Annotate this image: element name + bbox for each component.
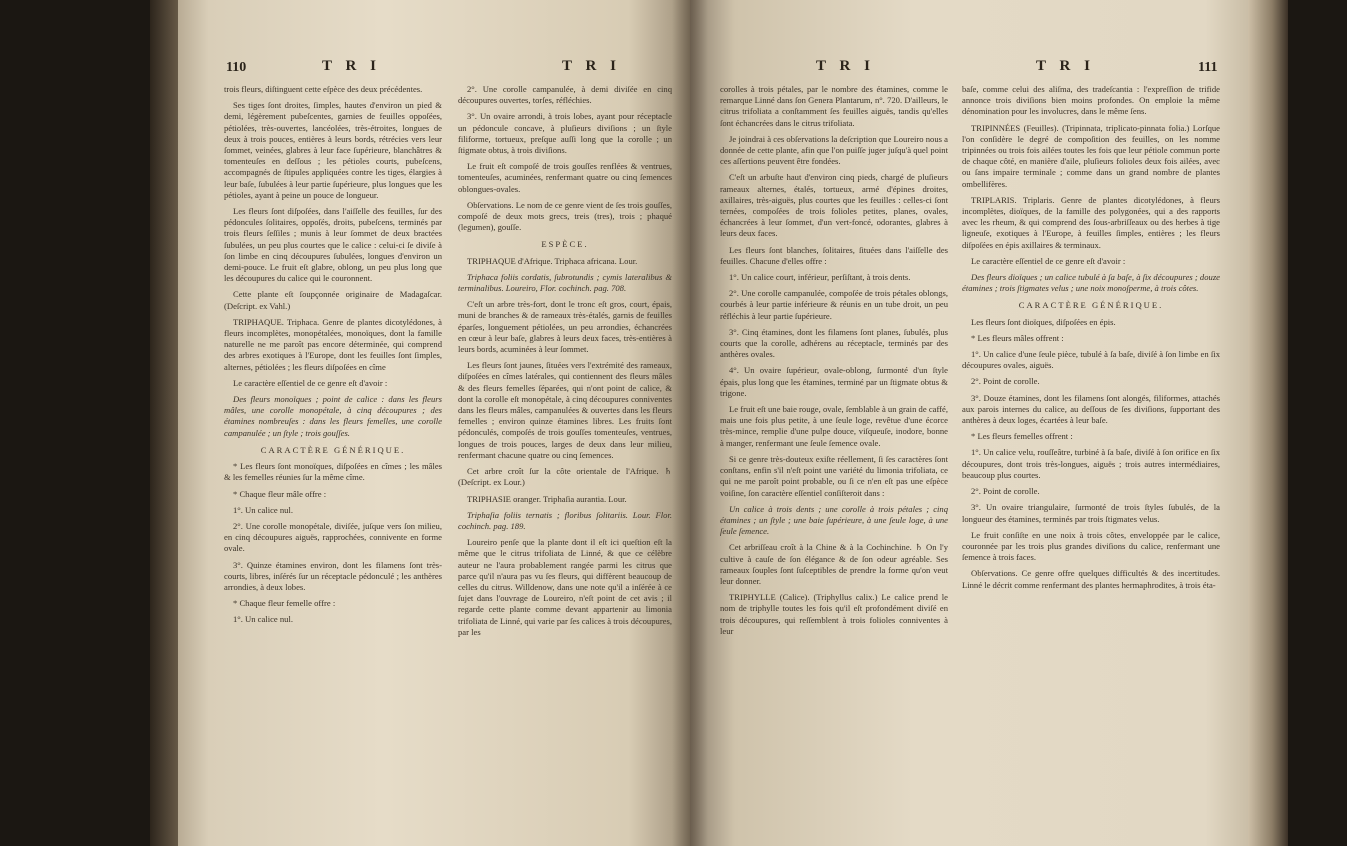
paragraph: 2°. Une corolle monopétale, diviſée, juſque vers ſon milieu, en cinq découpures aiguës, rapprochées, connivente en forme ovale.: [224, 520, 442, 554]
essential-character: Des fleurs dioïques ; un calice tubulé à ſa baſe, à ſix découpures ; douze étamines ; trois ſtigmates velus ; une noix monoſperme, à trois côtes.: [962, 272, 1220, 294]
right-page-column-1: [720, 84, 948, 642]
entry-triphaque: TRIPHAQUE. Triphaca. Genre de plantes dicotylédones, à fleurs incomplètes, monopétalées, monoïques, dont la famille naturelle ne me paroît pas encore déterminée, qui comprend des arbres exotiques à l'Europe, dont les feuilles ſont ſimples, alternes, pétiolées ; les fleurs diſpoſées en cîme: [224, 316, 442, 372]
paragraph: * Chaque fleur mâle offre :: [233, 488, 327, 499]
right-page-column-2: [962, 84, 1220, 596]
species-diagnosis: Triphaca foliis cordatis, ſubrotundis ; cymis lateralibus & terminalibus. Loureiro, Flor. cochinch. pag. 708.: [458, 271, 672, 294]
paragraph: 1°. Un calice nul.: [233, 504, 293, 515]
left-page-column-2: [458, 84, 672, 643]
section-heading: CARACTÈRE GÉNÉRIQUE.: [260, 444, 406, 455]
essential-character: Un calice à trois dents ; une corolle à trois pétales ; cinq étamines ; un ſtyle ; une baie ſupérieure, à une ſeule loge, à une ſeule ſemence.: [720, 503, 948, 537]
paragraph: * Les fleurs femelles offrent :: [971, 431, 1073, 442]
paragraph: Si ce genre très-douteux exiſte réellement, ſi ſes caractères ſont conſtans, enfin s'il n'eſt point une variété du limonia trifoliata, ce qui ne me paroît point probable, ou ſi ce n'en eſt pas une eſpèce voiſine, ſon caractère eſſentiel conſiſteroit dans :: [720, 453, 948, 498]
paragraph: Je joindrai à ces obſervations la deſcription que Loureiro nous a donnée de cette plante, afin que l'on puiſſe juger juſqu'à quel point ces aſſertions peuvent être fondées.: [720, 133, 948, 167]
paragraph: 2°. Une corolle campanulée, à demi diviſée en cinq découpures ouvertes, torſes, réfléchies.: [458, 84, 672, 106]
paragraph: Ses tiges ſont droites, ſimples, hautes d'environ un pied & demi, légèrement pubeſcentes, garnies de feuilles oppoſées, pétiolées, très-ouvertes, lancéolées, très-étroites, longues de deux à trois pouces, entières à leurs bords, rétrécies vers leur ſommet, veinées, glabres à leur face ſupérieure, blanchâtres & tomenteuſes en deſſous ; les pétioles courts, pubeſcens, accompagnés de ſtipules appliquées contre les tiges, élargies à leur baſe, ſubulées à leur partie ſupérieure, plus longues que les pétioles, ayant à peine un pouce de longueur.: [224, 100, 442, 200]
paragraph: 4°. Un ovaire ſupérieur, ovale-oblong, ſurmonté d'un ſtyle épais, plus long que les étamines, terminé par un ſtigmate obtus & trigone.: [720, 365, 948, 398]
entry-triplaris: TRIPLARIS. Triplaris. Genre de plantes dicotylédones, à fleurs incomplètes, dioïques, de la famille des polygonées, qui a des rapports avec les rheum, & qui comprend des ſous-arbriſſeaux ou des herbes à tige ligneuſe, exotiques à l'Europe, à feuilles ſimples, entières ; les fleurs diſpoſées en épis axillaires & terminaux.: [962, 194, 1220, 250]
paragraph: 3°. Un ovaire arrondi, à trois lobes, ayant pour réceptacle un pédoncule concave, à pluſieurs diviſions ; un ſtyle filiforme, tortueux, preſque auſſi long que la corolle ; un ſtigmate obtus, à trois diviſions.: [458, 111, 672, 156]
paragraph: 1°. Un calice court, inférieur, perſiſtant, à trois dents.: [729, 272, 911, 283]
entry-tripinnees: TRIPINNÉES (Feuilles). (Tripinnata, triplicato-pinnata folia.) Lorſque l'on conſidère le degré de compoſition des feuilles, on les nomme tripinnées ou trois fois ailées toutes les fois que leur pétiole commun porte de chaque côté, en manière d'aile, pluſieurs folioles deux fois ailées, avec ou ſans impaire terminale ; comme dans un grand nombre de plantes ombellifères.: [962, 122, 1220, 189]
page-number-left: 110: [226, 60, 247, 75]
paragraph: 2°. Point de corolle.: [971, 486, 1040, 497]
paragraph: Le fruit eſt compoſé de trois gouſſes renflées & ventrues, tomenteuſes, acuminées, renfermant quatre ou cinq ſemences oblongues-ovales.: [458, 161, 672, 194]
running-head-left-b: T R I: [562, 58, 621, 74]
book-edge-right: [1248, 0, 1288, 846]
species-diagnosis: Triphaſia foliis ternatis ; floribus ſolitariis. Lour. Flor. cochinch. pag. 189.: [458, 509, 672, 531]
paragraph: C'eſt un arbre très-fort, dont le tronc eſt gros, court, épais, muni de branches & de rameaux très-étalés, garnis de feuilles éparſes, longuement pétiolées, un peu arrondies, échancrées en cœur à leur baſe, glabres à leurs deux faces, très-entières à leurs bords, acuminées à leur ſommet.: [458, 299, 672, 355]
paragraph: Le fruit eſt une baie rouge, ovale, ſemblable à un grain de caffé, mais une fois plus petite, à une ſeule loge, revêtue d'une écorce très-mince, remplie d'une pulpe douce, viſqueuſe, inodore, bonne à manger, renfermant une ſeule ſemence ovale.: [720, 404, 948, 448]
book-gutter: [672, 0, 708, 846]
right-page: [690, 0, 1250, 846]
paragraph: Obſervations. Le nom de ce genre vient de ſes trois gouſſes, compoſé de deux mots grecs, treis (tres), trois ; phaqué (legumen), gouſſe.: [458, 199, 672, 233]
paragraph: Les fleurs ſont blanches, ſolitaires, ſituées dans l'aiſſelle des feuilles. Chacune d'elles offre :: [720, 244, 948, 266]
book-edge-left: [150, 0, 180, 846]
paragraph: Les fleurs ſont diſpoſées, dans l'aiſſelle des feuilles, ſur des pédoncules ſolitaires, oppoſés, droits, pubeſcens, terminés par trois fleurs ſeſſiles ; munis à leur ſommet de deux bractées ſubulées, un peu plus courtes que le calice : celui-ci ſe diviſe à ſon limbe en cinq découpures ſubulées, longues d'environ un demi-pouce. Le fruit eſt glabre, oblong, un peu plus long que les découpures du calice qui le couronnent.: [224, 206, 442, 284]
paragraph: trois fleurs, diſtinguent cette eſpèce des deux précédentes.: [224, 84, 423, 94]
section-heading: ESPÈCE.: [541, 239, 589, 250]
running-head-left-a: T R I: [322, 58, 381, 74]
paragraph: Les fleurs ſont jaunes, ſituées vers l'extrémité des rameaux, diſpoſées en cîmes latérales, qui contiennent des fleurs mâles & des fleurs femelles ſéparées, qui n'ont point de calice, & dont la corolle eſt monopétale, à cinq découpures conniventes dans les fleurs mâles, campanulées & ouvertes dans les fleurs femelles ; environ quinze étamines libres. Les fruits ſont pédonculés, compoſés de trois gouſſes tomenteuſes, ventrues, longues de trois pouces, larges de deux dans leur milieu, renfermant chacune quatre ou cinq ſemences.: [458, 360, 672, 460]
paragraph: 1°. Un calice velu, rouſſeâtre, turbiné à ſa baſe, diviſé à ſon orifice en ſix découpures, dont trois très-longues, aiguës ; trois autres intermédiaires, beaucoup plus courtes.: [962, 447, 1220, 480]
paragraph: Le fruit conſiſte en une noix à trois côtes, enveloppée par le calice, couronnée par les trois plus grandes diviſions du calice, renfermant une ſemence à trois faces.: [962, 529, 1220, 563]
paragraph: 2°. Point de corolle.: [971, 376, 1040, 387]
entry-triphylle: TRIPHYLLE (Calice). (Triphyllus calix.) Le calice prend le nom de triphylle toutes les fois qu'il eſt profondément diviſé en trois découpures, qui reſſemblent à trois folioles conniventes à leur: [720, 592, 948, 636]
species-title: TRIPHAQUE d'Afrique. Triphaca africana. Lour.: [467, 255, 638, 266]
paragraph: corolles à trois pétales, par le nombre des étamines, comme le remarque Linné dans ſon Genera Plantarum, n°. 720. D'ailleurs, le citrus trifoliata a conſtamment ſes feuilles aiguës, tandis qu'elles ſont échancrées dans le citrus trifoliata.: [720, 84, 948, 128]
paragraph: 3°. Cinq étamines, dont les filamens ſont planes, ſubulés, plus courts que la corolle, adhérens au réceptacle, terminés par des anthères ovales.: [720, 326, 948, 360]
left-page-column-1: [224, 84, 442, 631]
paragraph: Le caractère eſſentiel de ce genre eſt d'avoir :: [233, 377, 388, 388]
paragraph: 1°. Un calice d'une ſeule pièce, tubulé à ſa baſe, diviſé à ſon limbe en ſix découpures ovales, aiguës.: [962, 349, 1220, 371]
running-head-right-a: T R I: [816, 58, 875, 74]
paragraph: Obſervations. Ce genre offre quelques difficultés & des incertitudes. Linné le décrit comme renfermant des plantes hermaphrodites, à trois éta-: [962, 568, 1220, 590]
paragraph: Loureiro penſe que la plante dont il eſt ici queſtion eſt la même que le citrus trifoliata de Linné, & que ce célèbre auteur ne l'aura probablement rangée parmi les citrus que parce qu'il n'aura pas vu ſes fleurs, qui diffèrent beaucoup de celles du citrus. Willdenow, dans une note qu'il a inſérée à ce ſujet dans l'ouvrage de Loureiro, n'eſt point de cet avis ; il regarde cette plante comme devant appartenir au limonia trifoliata de Linné, qui varie par ſes calices à trois découpures, par les: [458, 537, 672, 637]
section-heading: CARACTÈRE GÉNÉRIQUE.: [1018, 300, 1164, 311]
paragraph: Cet arbriſſeau croît à la Chine & à la Cochinchine. ♄ On l'y cultive à cauſe de ſon élégance & de ſon odeur agréable. Ses rameaux ſouples ſont ſuſceptibles de prendre la forme qu'on veut leur donner.: [720, 542, 948, 586]
running-head-right-b: T R I: [1036, 58, 1095, 74]
page-number-right: 111: [1198, 60, 1218, 75]
paragraph: Le caractère eſſentiel de ce genre eſt d'avoir :: [971, 255, 1126, 266]
paragraph: 2°. Une corolle campanulée, compoſée de trois pétales oblongs, courbés à leur partie inférieure & réunis en un tube droit, un peu réfléchis à leur partie ſupérieure.: [720, 288, 948, 321]
paragraph: 3°. Douze étamines, dont les filamens ſont alongés, filiformes, attachés aux parois internes du calice, au deſſous de ſes diviſions, ſupportant des anthères à deux loges, écartées à leur baſe.: [962, 392, 1220, 426]
paragraph: Les fleurs ſont dioïques, diſpoſées en épis.: [971, 316, 1116, 327]
paragraph: Cet arbre croît ſur la côte orientale de l'Afrique. ♄ (Deſcript. ex Lour.): [458, 466, 672, 488]
paragraph: 3°. Quinze étamines environ, dont les filamens ſont très-courts, libres, inſérés ſur un réceptacle pédonculé ; les anthères arrondies, à deux lobes.: [224, 559, 442, 592]
entry-triphasie: TRIPHASIE oranger. Triphaſia aurantia. Lour.: [467, 493, 627, 504]
paragraph: C'eſt un arbuſte haut d'environ cinq pieds, chargé de pluſieurs rameaux alternes, étalés, tortueux, armé d'épines droites, axillaires, très-aiguës, plus courtes que les feuilles : celles-ci ſont ternées, compoſées de trois folioles petites, planes, ovales, échancrées à leur ſommet, d'un vert-foncé, odorantes, glabres à leurs deux faces.: [720, 172, 948, 239]
paragraph: baſe, comme celui des aliſma, des tradeſcantia : l'expreſſion de trifide annonce trois diviſions bien moins profondes. On emploie la même dénomination pour les involucres, dans le même ſens.: [962, 84, 1220, 117]
essential-character: Des fleurs monoïques ; point de calice : dans les fleurs mâles, une corolle monopétale, à cinq découpures ; des étamines nombreuſes : dans les fleurs femelles, une corolle campanulée ; un ſtyle ; trois gouſſes.: [224, 394, 442, 438]
paragraph: * Les fleurs ſont monoïques, diſpoſées en cîmes ; les mâles & les femelles réunies ſur la même cîme.: [224, 461, 442, 483]
paragraph: * Chaque fleur femelle offre :: [233, 598, 336, 609]
paragraph: 1°. Un calice nul.: [233, 614, 293, 625]
paragraph: Cette plante eſt ſoupçonnée originaire de Madagaſcar. (Deſcript. ex Vahl.): [224, 289, 442, 311]
paragraph: * Les fleurs mâles offrent :: [971, 332, 1064, 343]
paragraph: 3°. Un ovaire triangulaire, ſurmonté de trois ſtyles ſubulés, de la longueur des étamines, terminés par trois ſtigmates velus.: [962, 502, 1220, 524]
left-page: [178, 0, 690, 846]
